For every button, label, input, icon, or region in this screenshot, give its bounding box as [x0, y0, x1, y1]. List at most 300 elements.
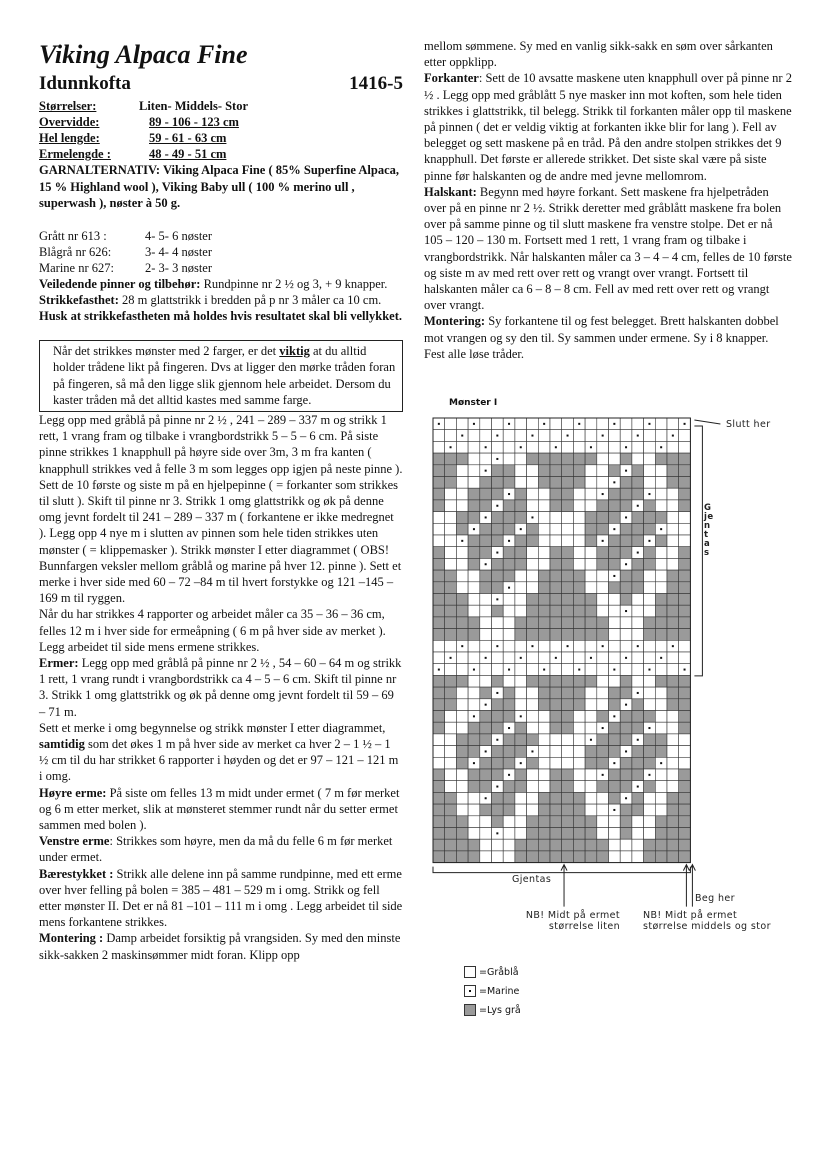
chart-cell	[468, 441, 480, 453]
size-value: Liten- Middels- Stor	[139, 99, 249, 113]
chart-cell	[655, 488, 667, 500]
chart-cell-dot	[496, 786, 498, 788]
chart-cell	[597, 500, 609, 512]
chart-cell	[609, 746, 621, 758]
chart-cell	[538, 629, 550, 641]
chart-cell	[667, 781, 679, 793]
chart-cell	[644, 734, 656, 746]
chart-cell	[550, 792, 562, 804]
chart-cell-dot	[625, 750, 627, 752]
chart-cell	[667, 547, 679, 559]
chart-cell	[456, 441, 468, 453]
chart-cell	[445, 722, 457, 734]
chart-cell	[585, 418, 597, 430]
chart-cell	[585, 453, 597, 465]
chart-cell-dot	[567, 645, 569, 647]
chart-cell-dot	[613, 762, 615, 764]
chart-cell	[562, 757, 574, 769]
chart-cell-dot	[613, 481, 615, 483]
chart-cell	[538, 746, 550, 758]
chart-cell	[573, 605, 585, 617]
chart-cell	[679, 769, 691, 781]
chart-cell	[667, 512, 679, 524]
chart-cell	[515, 488, 527, 500]
chart-cell	[644, 687, 656, 699]
chart-cell	[597, 523, 609, 535]
chart-cell	[667, 629, 679, 641]
chart-cell	[515, 453, 527, 465]
chart-cell	[679, 839, 691, 851]
chart-cell	[632, 582, 644, 594]
pattern-number: 1416-5	[349, 73, 403, 94]
chart-cell	[527, 734, 539, 746]
chart-cell	[445, 828, 457, 840]
chart-cell	[503, 430, 515, 442]
chart-cell	[538, 652, 550, 664]
chart-cell	[667, 535, 679, 547]
chart-cell	[538, 781, 550, 793]
chart-cell	[632, 477, 644, 489]
chart-cell	[573, 839, 585, 851]
chart-cell	[550, 477, 562, 489]
chart-cell-dot	[543, 423, 545, 425]
chart-cell	[655, 711, 667, 723]
chart-cell	[585, 746, 597, 758]
chart-cell	[679, 453, 691, 465]
mounting-text: Sy forkantene til og fest belegget. Brett halskanten dobbel mot vrangen og sy den til. Sy sammen under ermene. Sy i 8 knapper.	[424, 314, 779, 345]
chart-cell	[679, 512, 691, 524]
chart-cell-dot	[613, 575, 615, 577]
chart-cell-dot	[473, 669, 475, 671]
chart-cell	[445, 640, 457, 652]
chart-cell	[679, 500, 691, 512]
chart-cell	[609, 617, 621, 629]
color-amount: 2- 3- 3 nøster	[145, 260, 212, 275]
chart-cell	[655, 839, 667, 851]
chart-cell	[527, 722, 539, 734]
chart-cell	[445, 816, 457, 828]
chart-cell	[573, 430, 585, 442]
chart-cell	[538, 570, 550, 582]
chart-cell	[620, 430, 632, 442]
chart-cell	[597, 687, 609, 699]
chart-cell	[433, 675, 445, 687]
chart-cell	[679, 523, 691, 535]
chart-cell	[620, 418, 632, 430]
chart-cell	[527, 523, 539, 535]
chart-cell	[679, 851, 691, 863]
chart-cell	[550, 512, 562, 524]
chart-cell	[609, 734, 621, 746]
chart-cell	[562, 558, 574, 570]
chart-cell	[550, 828, 562, 840]
chart-cell	[679, 675, 691, 687]
chart-cell	[679, 594, 691, 606]
chart-cell	[492, 746, 504, 758]
chart-cell	[667, 769, 679, 781]
chart-cell	[585, 465, 597, 477]
chart-cell	[515, 851, 527, 863]
chart-cell	[527, 582, 539, 594]
chart-cell	[515, 617, 527, 629]
chart-cell	[644, 816, 656, 828]
chart-cell-dot	[625, 704, 627, 706]
chart-cell	[562, 629, 574, 641]
chart-cell	[667, 523, 679, 535]
chart-cell	[573, 816, 585, 828]
chart-cell-dot	[473, 762, 475, 764]
chart-cell	[527, 664, 539, 676]
chart-cell-dot	[485, 657, 487, 659]
chart-cell	[562, 500, 574, 512]
chart-cell	[538, 675, 550, 687]
chart-cell	[527, 570, 539, 582]
chart-cell	[492, 757, 504, 769]
chart-cell	[679, 804, 691, 816]
chart-cell	[468, 769, 480, 781]
chart-cell	[480, 617, 492, 629]
chart-cell	[433, 699, 445, 711]
chart-cell	[445, 839, 457, 851]
chart-cell-dot	[508, 774, 510, 776]
chart-cell	[445, 500, 457, 512]
chart-cell	[468, 605, 480, 617]
chart-cell	[644, 523, 656, 535]
chart-cell	[550, 629, 562, 641]
chart-cell	[632, 465, 644, 477]
chart-cell	[562, 453, 574, 465]
chart-cell	[468, 722, 480, 734]
chart-cell	[609, 629, 621, 641]
chart-cell	[620, 839, 632, 851]
chart-cell	[667, 746, 679, 758]
chart-cell	[468, 453, 480, 465]
chart-cell	[538, 605, 550, 617]
chart-cell	[585, 699, 597, 711]
chart-cell	[632, 441, 644, 453]
size-row-value: 59 - 61 - 63 cm	[149, 131, 227, 145]
chart-cell	[550, 722, 562, 734]
chart-cell	[480, 500, 492, 512]
chart-cell	[527, 488, 539, 500]
chart-cell	[562, 699, 574, 711]
edges-text: : Sett de 10 avsatte maskene uten knapphull over på pinne nr 2 ½ . Legg opp med gråblått 5 nye masker inn mot koften, som hele tiden strikkes i glattstrikk, til belegg. Strikk til forkanten måler opp til maskene på pinnen ( det er veldig viktig at forkanten ikke blir for lang ). Fell av belegget og sett maskene på en tråd. På den andre stolpen strikkes det 9 knapphull. Det første er allerede strikket. Det siste skal være på siste pinne før halskanten og de andre med jevne mellomrom.	[424, 71, 792, 183]
chart-cell	[480, 535, 492, 547]
chart-cell	[585, 488, 597, 500]
chart-cell	[527, 792, 539, 804]
chart-cell	[562, 804, 574, 816]
size-row-label: Hel lengde:	[39, 131, 100, 145]
chart-cell	[445, 617, 457, 629]
gauge-warning: Husk at strikkefastheten må holdes hvis resultatet skal bli vellykket.	[39, 308, 402, 323]
chart-cell	[550, 465, 562, 477]
chart-cell	[679, 477, 691, 489]
chart-cell	[515, 687, 527, 699]
chart-cell	[456, 523, 468, 535]
chart-cell	[492, 675, 504, 687]
chart-cell	[585, 570, 597, 582]
chart-cell	[527, 547, 539, 559]
chart-cell	[445, 570, 457, 582]
chart-cell	[433, 851, 445, 863]
chart-cell	[433, 804, 445, 816]
chart-cell	[644, 617, 656, 629]
chart-cell	[655, 769, 667, 781]
chart-cell-dot	[508, 540, 510, 542]
chart-cell	[573, 757, 585, 769]
chart-cell-dot	[520, 446, 522, 448]
chart-cell	[456, 781, 468, 793]
chart-cell-dot	[602, 540, 604, 542]
chart-cell	[445, 477, 457, 489]
chart-cell	[538, 441, 550, 453]
chart-cell	[503, 640, 515, 652]
chart-cell	[503, 781, 515, 793]
sleeves-text: Legg opp med gråblå på pinne nr 2 ½ , 54 – 60 – 64 m og strikk 1 rett, 1 vrang rundt i vrangbordstrikk ca 4 – 5 – 6 cm. Skift til pinne nr 3. Strikk 1 omg glattstrikk og øk på denne omg jevnt fordelt til 59 – 69 – 71 m.	[39, 655, 402, 719]
chart-cell	[433, 453, 445, 465]
chart-cell	[644, 851, 656, 863]
chart-cell	[456, 699, 468, 711]
chart-cell	[445, 804, 457, 816]
chart-cell	[655, 582, 667, 594]
chart-cell	[433, 839, 445, 851]
chart-cell	[573, 617, 585, 629]
chart-cell	[492, 699, 504, 711]
chart-cell	[527, 629, 539, 641]
chart-cell	[456, 792, 468, 804]
chart-cell	[480, 523, 492, 535]
chart-cell	[492, 816, 504, 828]
chart-cell	[573, 675, 585, 687]
chart-cell	[597, 804, 609, 816]
chart-cell	[620, 851, 632, 863]
chart-cell	[468, 547, 480, 559]
chart-cell-dot	[625, 516, 627, 518]
chart-cell	[620, 570, 632, 582]
chart-cell	[456, 734, 468, 746]
chart-cell	[468, 851, 480, 863]
chart-cell-dot	[485, 704, 487, 706]
chart-cell-dot	[496, 458, 498, 460]
chart-cell	[445, 746, 457, 758]
chart-cell	[620, 816, 632, 828]
chart-cell	[503, 687, 515, 699]
chart-cell	[445, 699, 457, 711]
chart-cell	[609, 605, 621, 617]
chart-cell	[609, 640, 621, 652]
chart-cell	[679, 570, 691, 582]
chart-cell	[655, 547, 667, 559]
chart-cell	[433, 605, 445, 617]
chart-cell	[527, 605, 539, 617]
chart-cell	[456, 453, 468, 465]
chart-cell	[538, 430, 550, 442]
chart-cell	[527, 757, 539, 769]
chart-cell	[585, 664, 597, 676]
chart-cell	[468, 558, 480, 570]
chart-cell	[433, 477, 445, 489]
chart-cell	[527, 477, 539, 489]
chart-cell	[456, 617, 468, 629]
color-label: Marine nr 627:	[39, 260, 114, 275]
chart-cell	[492, 652, 504, 664]
chart-cell	[667, 792, 679, 804]
chart-cell-dot	[613, 669, 615, 671]
chart-cell-dot	[567, 435, 569, 437]
chart-cell	[609, 675, 621, 687]
chart-cell	[515, 605, 527, 617]
size-row-value: 89 - 106 - 123 cm	[149, 115, 239, 129]
chart-cell	[597, 664, 609, 676]
chart-cell	[632, 746, 644, 758]
body-paragraph-2: Når du har strikkes 4 rapporter og arbeidet måler ca 35 – 36 – 36 cm, felles 12 m i hver side for ermeåpning ( 6 m på hver side av merket ). Legg arbeidet til side mens ermene strikkes.	[39, 607, 386, 654]
chart-cell	[644, 828, 656, 840]
chart-cell	[609, 500, 621, 512]
chart-cell	[679, 547, 691, 559]
chart-cell	[468, 512, 480, 524]
chart-cell	[492, 523, 504, 535]
chart-cell	[538, 828, 550, 840]
chart-cell	[597, 441, 609, 453]
chart-cell	[609, 828, 621, 840]
yoke-text: Strikk alle delene inn på samme rundpinne, med ett erme over hver felling på bolen = 385 – 481 – 529 m i omg. Strikk og fell etter mønster II. Det er nå 81 –101 – 111 m i omg . Legg arbeidet til side mens forkantene strikkes.	[39, 866, 403, 930]
chart-cell	[679, 640, 691, 652]
chart-cell	[620, 675, 632, 687]
chart-cell	[667, 664, 679, 676]
chart-cell	[468, 535, 480, 547]
chart-cell	[445, 734, 457, 746]
chart-cell	[609, 722, 621, 734]
chart-cell	[644, 558, 656, 570]
chart-cell	[585, 605, 597, 617]
chart-cell-dot	[496, 692, 498, 694]
chart-cell	[538, 816, 550, 828]
chart-cell	[620, 523, 632, 535]
chart-cell	[667, 757, 679, 769]
chart-cell	[468, 629, 480, 641]
chart-cell	[550, 640, 562, 652]
chart-cell	[456, 582, 468, 594]
chart-cell	[550, 734, 562, 746]
chart-cell	[456, 547, 468, 559]
chart-cell	[550, 781, 562, 793]
chart-cell	[527, 769, 539, 781]
chart-cell	[620, 757, 632, 769]
chart-cell-dot	[520, 657, 522, 659]
chart-cell	[503, 828, 515, 840]
needles-heading: Veiledende pinner og tilbehør:	[39, 276, 201, 291]
chart-cell	[632, 453, 644, 465]
chart-cell	[632, 711, 644, 723]
chart-cell	[503, 711, 515, 723]
chart-cell	[445, 430, 457, 442]
chart-cell	[644, 711, 656, 723]
chart-cell	[456, 839, 468, 851]
chart-cell	[456, 652, 468, 664]
chart-cell	[492, 839, 504, 851]
chart-cell	[597, 699, 609, 711]
chart-cell	[445, 465, 457, 477]
chart-cell	[562, 839, 574, 851]
chart-cell	[480, 711, 492, 723]
yoke-heading: Bærestykket :	[39, 866, 114, 881]
chart-cell	[538, 804, 550, 816]
chart-cell	[515, 816, 527, 828]
chart-cell	[562, 851, 574, 863]
chart-cell	[562, 617, 574, 629]
legend-item	[464, 966, 519, 978]
chart-cell	[527, 441, 539, 453]
chart-cell	[679, 488, 691, 500]
chart-cell	[585, 594, 597, 606]
chart-cell	[550, 746, 562, 758]
chart-cell	[585, 430, 597, 442]
chart-cell	[644, 699, 656, 711]
chart-cell	[667, 558, 679, 570]
legend-swatch-white	[464, 966, 476, 978]
chart-cell	[468, 570, 480, 582]
chart-cell	[573, 594, 585, 606]
chart-cell	[480, 804, 492, 816]
chart-cell	[562, 664, 574, 676]
chart-cell	[644, 441, 656, 453]
chart-cell	[562, 816, 574, 828]
chart-cell	[480, 851, 492, 863]
chart-cell	[655, 687, 667, 699]
chart-cell-dot	[648, 669, 650, 671]
chart-cell	[527, 500, 539, 512]
chart-cell	[609, 839, 621, 851]
chart-cell-dot	[485, 750, 487, 752]
chart-cell	[550, 699, 562, 711]
chart-cell	[503, 617, 515, 629]
chart-cell	[585, 558, 597, 570]
chart-cell	[550, 816, 562, 828]
chart-cell-dot	[473, 423, 475, 425]
chart-cell	[550, 535, 562, 547]
chart-cell	[667, 839, 679, 851]
chart-cell	[573, 547, 585, 559]
chart-cell	[609, 699, 621, 711]
chart-cell	[445, 629, 457, 641]
note-post: at du alltid holder trådene likt på fingeren. Dvs at ligger den mørke tråden foran på fingeren, så må den ligge slik gjennom hele arbeidet. Dersom du kaster tråden må det alltid kastes med samme farge.	[53, 344, 396, 407]
chart-cell	[667, 570, 679, 582]
chart-cell	[527, 851, 539, 863]
chart-cell	[620, 453, 632, 465]
chart-cell	[468, 465, 480, 477]
chart-cell	[597, 711, 609, 723]
chart-cell	[468, 675, 480, 687]
chart-cell-dot	[438, 423, 440, 425]
chart-cell-dot	[660, 446, 662, 448]
chart-cell	[480, 734, 492, 746]
chart-cell	[632, 594, 644, 606]
chart-cell	[585, 617, 597, 629]
chart-cell	[609, 851, 621, 863]
chart-cell	[527, 652, 539, 664]
chart-cell	[667, 582, 679, 594]
chart-cell	[632, 488, 644, 500]
chart-cell	[492, 711, 504, 723]
chart-cell-dot	[625, 797, 627, 799]
chart-cell	[480, 722, 492, 734]
chart-cell	[655, 570, 667, 582]
chart-cell	[538, 465, 550, 477]
chart-cell	[667, 465, 679, 477]
chart-cell	[679, 430, 691, 442]
chart-cell	[632, 828, 644, 840]
chart-cell	[667, 828, 679, 840]
